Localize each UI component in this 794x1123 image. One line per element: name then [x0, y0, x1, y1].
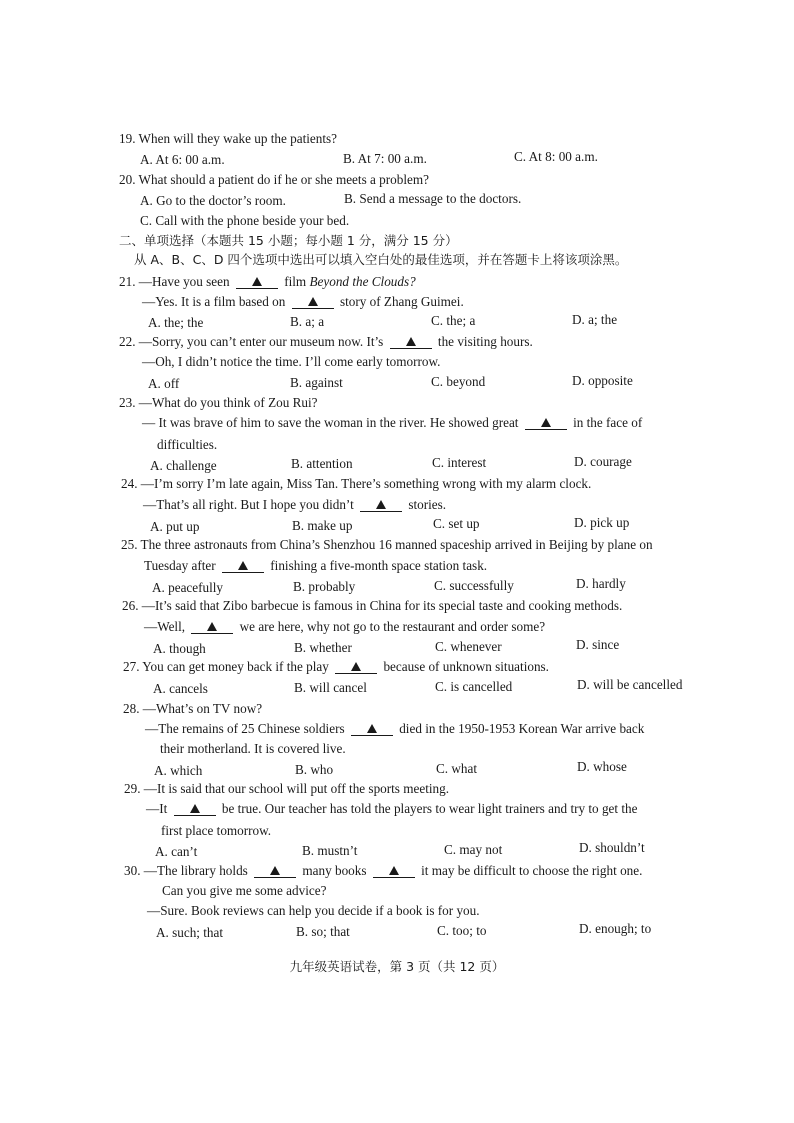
q19-text: When will they wake up the patients?: [138, 131, 338, 146]
q27-number: 27.: [123, 659, 140, 674]
q22-option-a: A. off: [148, 376, 180, 391]
q19-option-c: C. At 8: 00 a.m.: [514, 149, 598, 164]
q26-number: 26.: [122, 598, 139, 613]
q21-line-1: [119, 273, 416, 291]
q25-option-b: B. probably: [293, 579, 356, 594]
q25-line-2: [144, 557, 487, 575]
q26-option-c: C. whenever: [435, 639, 502, 654]
q20-option-a: A. Go to the doctor’s room.: [140, 193, 286, 208]
q27-option-d: D. will be cancelled: [577, 677, 683, 692]
q29-option-c: C. may not: [444, 842, 503, 857]
q23-option-b: B. attention: [291, 456, 353, 471]
q22-number: 22.: [119, 334, 136, 349]
q21-option-a: A. the; the: [148, 315, 204, 330]
q26-option-b: B. whether: [294, 640, 352, 655]
q28-option-a: A. which: [154, 763, 203, 778]
q24-number: 24.: [121, 476, 138, 491]
q23-text-a: —What do you think of Zou Rui?: [138, 395, 318, 410]
q30-option-c: C. too; to: [437, 923, 487, 938]
q21-text-b: film: [284, 274, 307, 289]
q21-text-c: —Yes. It is a film based on: [142, 294, 286, 309]
q26-line-2: [144, 618, 545, 636]
q19-number: 19.: [119, 131, 136, 146]
q26-text-c: we are here, why not go to the restaurant and order some?: [239, 619, 546, 634]
q29-option-a: A. can’t: [155, 844, 198, 859]
q26-option-d: D. since: [576, 637, 620, 652]
q30-text-a: —The library holds: [143, 863, 248, 878]
q28-line-3: their motherland. It is covered live.: [160, 741, 346, 756]
q30-line-1: [124, 862, 642, 880]
q20-option-b: B. Send a message to the doctors.: [344, 191, 522, 206]
q21-film-title: Beyond the Clouds?: [309, 274, 416, 289]
q21-option-b: B. a; a: [290, 314, 325, 329]
q27-option-a: A. cancels: [153, 681, 208, 696]
q28-text-c: died in the 1950-1953 Korean War arrive back: [399, 721, 645, 736]
q22-text-b: the visiting hours.: [437, 334, 533, 349]
q24-option-a: A. put up: [150, 519, 200, 534]
q22-text-a: —Sorry, you can’t enter our museum now. It’s: [138, 334, 384, 349]
q23-line-2: [142, 414, 642, 432]
q27-text-b: because of unknown situations.: [383, 659, 549, 674]
triangle-icon: [367, 724, 377, 733]
q27-text-a: You can get money back if the play: [142, 659, 329, 674]
q29-line-3: first place tomorrow.: [161, 823, 272, 838]
q26-line-1: [122, 597, 622, 615]
triangle-icon: [238, 561, 248, 570]
q21-number: 21.: [119, 274, 136, 289]
q24-option-d: D. pick up: [574, 515, 630, 530]
section-title: 二、单项选择（本题共 15 小题；每小题 1 分，满分 15 分）: [119, 233, 458, 248]
triangle-icon: [190, 804, 200, 813]
triangle-icon: [406, 337, 416, 346]
q29-text-b: —It: [146, 801, 168, 816]
q28-option-d: D. whose: [577, 759, 627, 774]
q22-option-c: C. beyond: [431, 374, 486, 389]
q25-option-a: A. peacefully: [152, 580, 224, 595]
q26-option-a: A. though: [153, 641, 206, 656]
q29-option-d: D. shouldn’t: [579, 840, 645, 855]
q30-option-d: D. enough; to: [579, 921, 652, 936]
q28-line-1: [123, 700, 262, 718]
q24-line-2: [143, 496, 446, 514]
q28-number: 28.: [123, 701, 140, 716]
q29-line-1: [124, 780, 449, 798]
page-footer: 九年级英语试卷，第 3 页（共 12 页）: [289, 959, 505, 974]
q30-text-b: many books: [302, 863, 367, 878]
q20-number: 20.: [119, 172, 136, 187]
q19-option-b: B. At 7: 00 a.m.: [343, 151, 427, 166]
q29-blank: [174, 803, 216, 816]
q27-option-c: C. is cancelled: [435, 679, 513, 694]
q29-text-a: —It is said that our school will put off the sports meeting.: [143, 781, 450, 796]
q21-option-d: D. a; the: [572, 312, 618, 327]
q21-text-d: story of Zhang Guimei.: [339, 294, 464, 309]
q30-blank-2: [373, 865, 415, 878]
q19-stem: [119, 130, 337, 148]
q28-option-b: B. who: [295, 762, 334, 777]
q22-option-b: B. against: [290, 375, 343, 390]
q21-text-a: —Have you seen: [138, 274, 230, 289]
q21-option-c: C. the; a: [431, 313, 476, 328]
q24-text-c: stories.: [408, 497, 447, 512]
q30-line-2: Can you give me some advice?: [162, 883, 327, 898]
q27-option-b: B. will cancel: [294, 680, 367, 695]
q24-option-c: C. set up: [433, 516, 480, 531]
q23-line-1: [119, 394, 318, 412]
q21-blank-2: [292, 296, 334, 309]
q21-line-2: [142, 293, 464, 311]
section-instruction: 从 A、B、C、D 四个选项中选出可以填入空白处的最佳选项，并在答题卡上将该项涂黑。: [134, 252, 628, 267]
q28-text-a: —What’s on TV now?: [142, 701, 263, 716]
q30-number: 30.: [124, 863, 141, 878]
q30-line-3: —Sure. Book reviews can help you decide if a book is for you.: [147, 903, 480, 918]
triangle-icon: [376, 500, 386, 509]
q28-blank: [351, 723, 393, 736]
q24-option-b: B. make up: [292, 518, 353, 533]
q25-text-c: finishing a five-month space station task.: [270, 558, 488, 573]
q25-blank: [222, 560, 264, 573]
q23-option-a: A. challenge: [150, 458, 217, 473]
triangle-icon: [308, 297, 318, 306]
q19-option-a: A. At 6: 00 a.m.: [140, 152, 225, 167]
q29-text-c: be true. Our teacher has told the players to wear light trainers and try to get the: [221, 801, 638, 816]
triangle-icon: [351, 662, 361, 671]
q24-text-a: —I’m sorry I’m late again, Miss Tan. There’s something wrong with my alarm clock.: [140, 476, 592, 491]
q23-text-b: — It was brave of him to save the woman in the river. He showed great: [142, 415, 519, 430]
q23-blank: [525, 417, 567, 430]
q22-line-2: —Oh, I didn’t notice the time. I’ll come early tomorrow.: [142, 354, 441, 369]
q25-number: 25.: [121, 537, 138, 552]
triangle-icon: [207, 622, 217, 631]
q27-line-1: [123, 658, 549, 676]
q20-option-c: C. Call with the phone beside your bed.: [140, 213, 350, 228]
q30-blank-1: [254, 865, 296, 878]
q23-line-3: difficulties.: [157, 437, 218, 452]
q24-blank: [360, 499, 402, 512]
q30-option-a: A. such; that: [156, 925, 224, 940]
q27-blank: [335, 661, 377, 674]
q20-text: What should a patient do if he or she meets a problem?: [138, 172, 429, 187]
q21-blank-1: [236, 276, 278, 289]
q30-option-b: B. so; that: [296, 924, 350, 939]
q26-blank: [191, 621, 233, 634]
q24-text-b: —That’s all right. But I hope you didn’t: [143, 497, 354, 512]
q25-text-a: The three astronauts from China’s Shenzhou 16 manned spaceship arrived in Beijing by plane on: [140, 537, 653, 552]
q23-option-d: D. courage: [574, 454, 632, 469]
q25-line-1: [121, 536, 653, 554]
q23-number: 23.: [119, 395, 136, 410]
q26-text-b: —Well,: [144, 619, 186, 634]
q23-text-c: in the face of: [573, 415, 643, 430]
q29-number: 29.: [124, 781, 141, 796]
q23-option-c: C. interest: [432, 455, 487, 470]
q22-blank: [390, 336, 432, 349]
q24-line-1: [121, 475, 591, 493]
q26-text-a: —It’s said that Zibo barbecue is famous in China for its special taste and cooking methods.: [141, 598, 623, 613]
triangle-icon: [270, 866, 280, 875]
triangle-icon: [252, 277, 262, 286]
q29-option-b: B. mustn’t: [302, 843, 358, 858]
q25-option-c: C. successfully: [434, 578, 514, 593]
triangle-icon: [389, 866, 399, 875]
q22-line-1: [119, 333, 533, 351]
q28-option-c: C. what: [436, 761, 478, 776]
q22-option-d: D. opposite: [572, 373, 633, 388]
q28-line-2: [145, 720, 644, 738]
q28-text-b: —The remains of 25 Chinese soldiers: [145, 721, 345, 736]
q25-text-b: Tuesday after: [144, 558, 216, 573]
triangle-icon: [541, 418, 551, 427]
q20-stem: [119, 171, 429, 189]
q25-option-d: D. hardly: [576, 576, 626, 591]
q30-text-c: it may be difficult to choose the right one.: [421, 863, 643, 878]
q29-line-2: [146, 800, 637, 818]
